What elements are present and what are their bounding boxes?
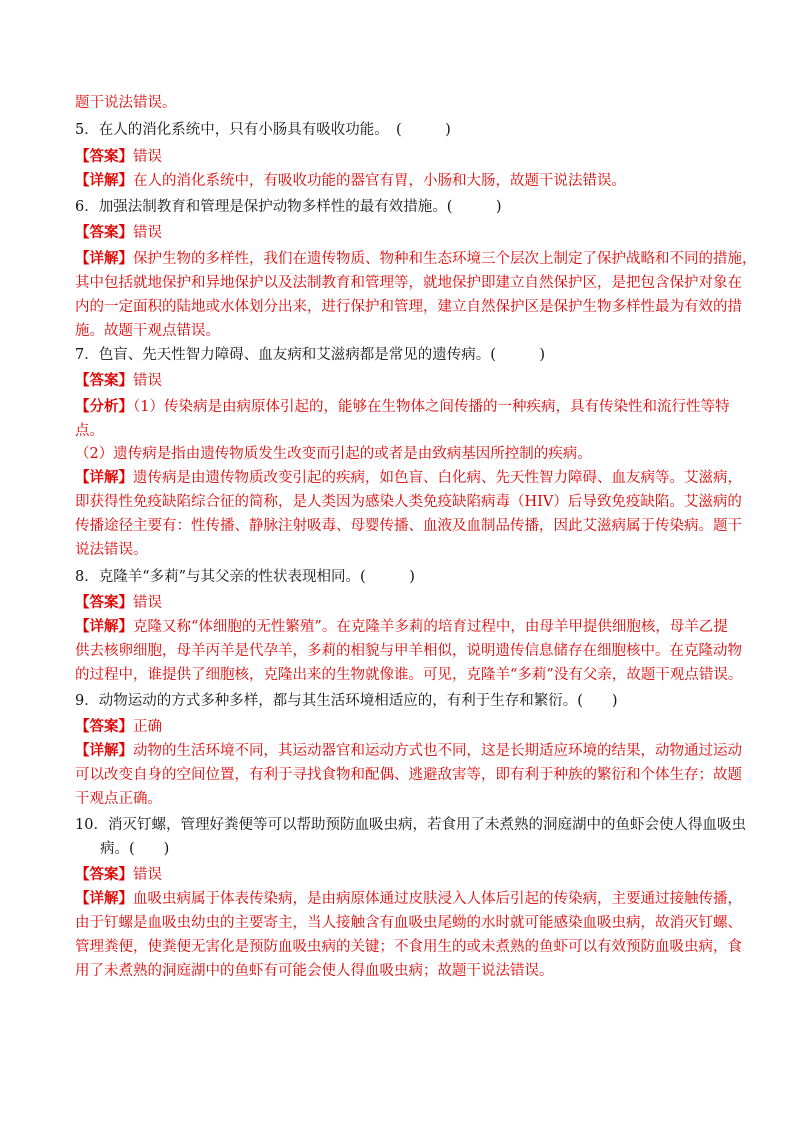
question-6: 6．加强法制教育和管理是保护动物多样性的最有效措施。( ) (75, 199, 502, 215)
detail-line: 遗传病是由遗传物质改变引起的疾病，如色盲、白化病、先天性智力障碍、血友病等。艾滋病， (133, 470, 742, 486)
detail-line: 可以改变自身的空间位置，有利于寻找食物和配偶、逃避敌害等，即有利于种族的繁衍和个体生存；故题 (75, 767, 742, 783)
detail-line: 由于钉螺是血吸虫幼虫的主要寄主，当人接触含有血吸虫尾蚴的水时就可能感染血吸虫病，故消灭钉螺、 (75, 915, 742, 931)
detail-line: 其中包括就地保护和异地保护以及法制教育和管理等，就地保护即建立自然保护区，是把包含保护对象在 (75, 275, 742, 291)
answer-value: 错误 (133, 373, 162, 389)
detail-line: 说法错误。 (75, 542, 148, 558)
detail-line: 内的一定面积的陆地或水体划分出来，进行保护和管理，建立自然保护区是保护生物多样性最为有效的措 (75, 299, 742, 315)
analysis-line: （1）传染病是由病原体引起的，能够在生物体之间传播的一种疾病，具有传染性和流行性等特 (133, 399, 730, 415)
detail-line: 供去核卵细胞，母羊丙羊是代孕羊，多莉的相貌与甲羊相似，说明遗传信息储存在细胞核中。在克隆动物 (75, 643, 742, 659)
question-9: 9．动物运动的方式多种多样，都与其生活环境相适应的，有利于生存和繁衍。( ) (75, 693, 618, 709)
analysis-line: 点。 (75, 423, 104, 439)
detail-line: 的过程中，谁提供了细胞核，克隆出来的生物就像谁。可见，克隆羊“多莉”没有父亲，故题干观点错误。 (75, 667, 743, 683)
detail-6 (75, 249, 757, 269)
intro-text: 题干说法错误。 (75, 95, 177, 111)
detail-7 (75, 468, 742, 488)
question-8: 8．克隆羊“多莉”与其父亲的性状表现相同。( ) (75, 569, 415, 585)
detail-line: 克隆又称“体细胞的无性繁殖”。在克隆羊多莉的培育过程中，由母羊甲提供细胞核，母羊乙提 (133, 619, 728, 635)
detail-line: 血吸虫病属于体表传染病，是由病原体通过皮肤浸入人体后引起的传染病，主要通过接触传播， (133, 891, 742, 907)
detail-line: 施。故题干观点错误。 (75, 323, 220, 339)
analysis-line: （2）遗传病是指由遗传物质发生改变而引起的或者是由致病基因所控制的疾病。 (75, 446, 592, 462)
detail-line: 传播途径主要有：性传播、静脉注射吸毒、母婴传播、血液及血制品传播，因此艾滋病属于传染病。题干 (75, 518, 742, 534)
detail-line: 用了未煮熟的洞庭湖中的鱼虾有可能会使人得血吸虫病；故题干说法错误。 (75, 963, 554, 979)
detail-10 (75, 889, 742, 909)
answer-tag: 【答案】 (75, 372, 133, 389)
answer-tag: 【答案】 (75, 148, 133, 165)
question-10: 10．消灭钉螺，管理好粪便等可以帮助预防血吸虫病，若食用了未煮熟的洞庭湖中的鱼虾会使人得血吸虫 (75, 817, 746, 833)
detail-5 (75, 171, 735, 191)
detail-line: 干观点正确。 (75, 791, 162, 807)
detail-line: 保护生物的多样性，我们在遗传物质、物种和生态环境三个层次上制定了保护战略和不同的措施， (133, 251, 757, 267)
detail-8 (75, 617, 735, 637)
answer-tag: 【答案】 (75, 224, 133, 241)
answer-value: 正确 (133, 719, 162, 735)
answer-value: 错误 (133, 225, 162, 241)
detail-line: 管理粪便，使粪便无害化是预防血吸虫病的关键；不食用生的或未煮熟的鱼虾可以有效预防血吸虫病，食 (75, 939, 742, 955)
detail-tag: 【详解】 (75, 250, 133, 267)
answer-9 (75, 717, 735, 737)
question-10-continued: 病。( ) (100, 841, 170, 857)
question-7: 7．色盲、先天性智力障碍、血友病和艾滋病都是常见的遗传病。( ) (75, 347, 546, 363)
answer-10 (75, 865, 735, 885)
answer-6 (75, 223, 735, 243)
answer-5 (75, 147, 735, 167)
answer-tag: 【答案】 (75, 866, 133, 883)
detail-tag: 【详解】 (75, 172, 133, 189)
detail-tag: 【详解】 (75, 469, 133, 486)
answer-value: 错误 (133, 595, 162, 611)
analysis-7 (75, 397, 735, 417)
question-5: 5．在人的消化系统中，只有小肠具有吸收功能。 ( ) (75, 122, 451, 138)
answer-7 (75, 371, 735, 391)
detail-tag: 【详解】 (75, 890, 133, 907)
analysis-tag: 【分析】 (75, 398, 133, 415)
detail-line: 动物的生活环境不同，其运动器官和运动方式也不同，这是长期适应环境的结果，动物通过运动 (133, 743, 742, 759)
answer-value: 错误 (133, 867, 162, 883)
answer-tag: 【答案】 (75, 718, 133, 735)
detail-tag: 【详解】 (75, 742, 133, 759)
answer-tag: 【答案】 (75, 594, 133, 611)
detail-line: 即获得性免疫缺陷综合征的简称，是人类因为感染人类免疫缺陷病毒（HIV）后导致免疫缺陷。艾滋病的 (75, 494, 742, 510)
answer-value: 错误 (133, 149, 162, 165)
detail-line: 在人的消化系统中，有吸收功能的器官有胃，小肠和大肠，故题干说法错误。 (133, 173, 626, 189)
detail-tag: 【详解】 (75, 618, 133, 635)
answer-8 (75, 593, 735, 613)
detail-9 (75, 741, 742, 761)
